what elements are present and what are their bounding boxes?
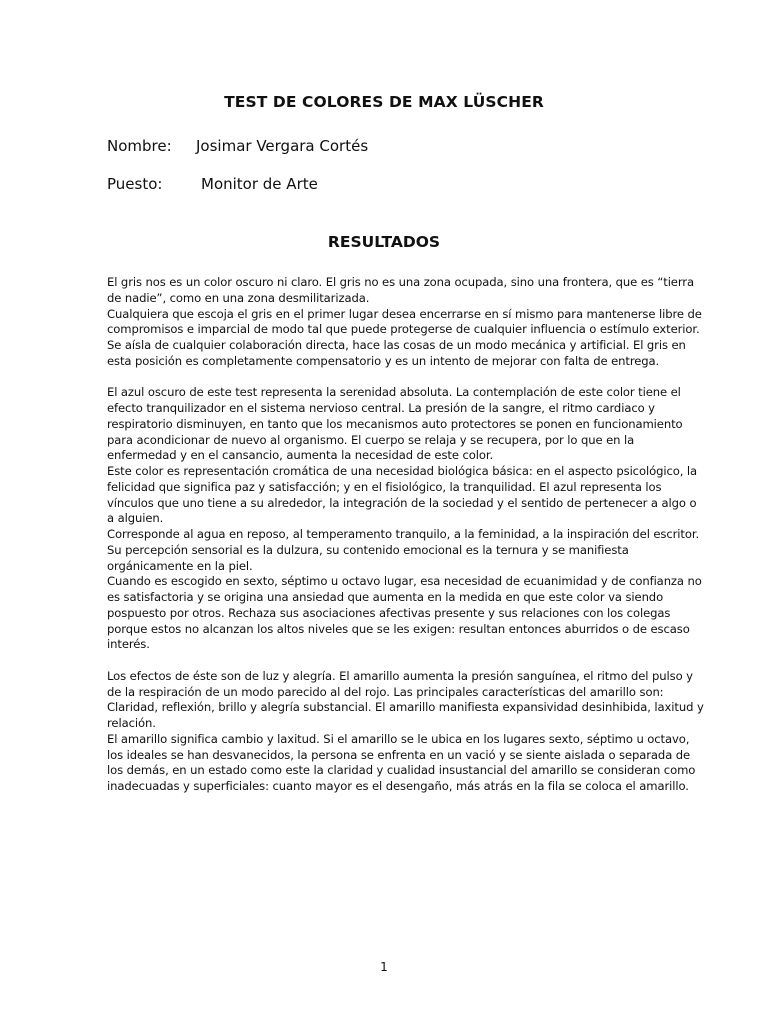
paragraph-gray-1: El gris nos es un color oscuro ni claro. El gris no es una zona ocupada, sino una frontera, que es “tierra de nadie”, como en una zona desmilitarizada.	[107, 275, 694, 305]
document-title: TEST DE COLORES DE MAX LÜSCHER	[224, 93, 544, 111]
paragraph-gap	[107, 370, 707, 386]
paragraph-gap	[107, 653, 707, 669]
paragraph-blue-2: Este color es representación cromática de una necesidad biológica básica: en el aspecto psicológico, la felicidad que significa paz y satisfacción; y en el fisiológico, la tranquilidad. El azul representa los vínculos que uno tiene a su alrededor, la integración de la sociedad y el sentido de pertenecer a algo o a alguien.	[107, 464, 698, 526]
job-label: Puesto:	[107, 175, 163, 193]
results-body	[107, 275, 707, 795]
paragraph-yellow-2: El amarillo significa cambio y laxitud. Si el amarillo se le ubica en los lugares sexto, séptimo u octavo, los ideales se han desvanecidos, la persona se enfrenta en un vació y se siente aislada o separada de los demás, en un estado como este la claridad y cualidad insustancial del amarillo se consideran como inadecuadas y superficiales: cuanto mayor es el desengaño, más atrás en la fila se coloca el amarillo.	[107, 731, 696, 793]
page-number: 1	[380, 960, 388, 974]
name-value: Josimar Vergara Cortés	[196, 137, 369, 155]
paragraph-yellow-1: Los efectos de éste son de luz y alegría. El amarillo aumenta la presión sanguínea, el ritmo del pulso y de la respiración de un modo parecido al del rojo. Las principales características del amarillo son: Claridad, reflexión, brillo y alegría substancial. El amarillo manifiesta expansividad desinhibida, laxitud y relación.	[107, 668, 704, 730]
paragraph-blue-3: Corresponde al agua en reposo, al temperamento tranquilo, a la feminidad, a la inspiración del escritor. Su percepción sensorial es la dulzura, su contenido emocional es la ternura y se manifiesta orgánicamente en la piel.	[107, 527, 700, 573]
paragraph-blue-4: Cuando es escogido en sexto, séptimo u octavo lugar, esa necesidad de ecuanimidad y de confianza no es satisfactoria y se origina una ansiedad que aumenta en la medida en que este color va siendo pospuesto por otros. Rechaza sus asociaciones afectivas presente y sus relaciones con los colegas porque estos no alcanzan los altos niveles que se les exigen: resultan entonces aburridos o de escaso interés.	[107, 574, 702, 652]
section-title: RESULTADOS	[327, 233, 441, 251]
paragraph-gray-2: Cualquiera que escoja el gris en el primer lugar desea encerrarse en sí mismo para mantenerse libre de compromisos e imparcial de modo tal que puede protegerse de cualquier influencia o estímulo exterior. Se aísla de cualquier colaboración directa, hace las cosas de un modo mecánica y artificial. El gris en esta posición es completamente compensatorio y es un intento de mejorar con falta de entrega.	[107, 306, 702, 368]
paragraph-blue-1: El azul oscuro de este test representa la serenidad absoluta. La contemplación de este color tiene el efecto tranquilizador en el sistema nervioso central. La presión de la sangre, el ritmo cardiaco y respiratorio disminuyen, en tanto que los mecanismos auto protectores se ponen en funcionamiento para acondicionar de nuevo al organismo. El cuerpo se relaja y se recupera, por lo que en la enfermedad y en el cansancio, aumenta la necesidad de este color.	[107, 385, 683, 463]
name-label: Nombre:	[107, 137, 172, 155]
job-value: Monitor de Arte	[201, 175, 318, 193]
